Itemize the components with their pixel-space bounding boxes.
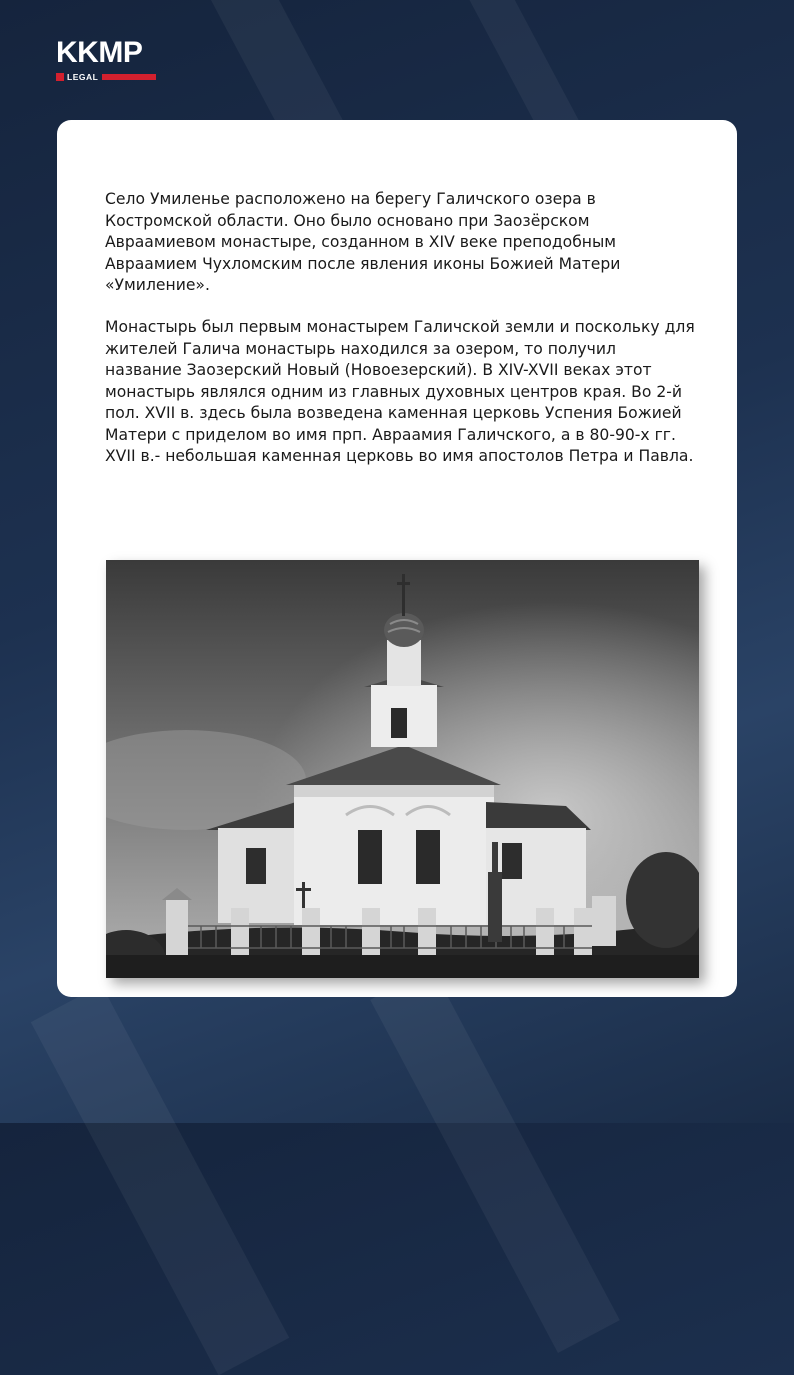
content-card (57, 120, 737, 997)
church-photo-illustration (106, 560, 699, 978)
background-streak (31, 985, 289, 1375)
kkmp-logo (56, 38, 156, 84)
background-streak (370, 967, 620, 1353)
paragraph-intro: Село Умиленье расположено на берегу Галичского озера в Костромской области. Оно было основано при Заозёрском Авраамиевом монастыре, созданном в XIV веке преподобным Авраамием Чухломским после явления иконы Божией Матери «Умиление». (105, 190, 621, 294)
logo-red-square (56, 73, 64, 81)
paragraph-history: Монастырь был первым монастырем Галичской земли и поскольку для жителей Галича монастырь находился за озером, то получил название Заозерский Новый (Новоезерский). В XIV-XVII веках этот монастырь являлся одним из главных духовных центров края. Во 2-й пол. XVII в. здесь была возведена каменная церковь Успения Божией Матери с приделом во имя прп. Авраамия Галичского, а в 80-90-х гг. XVII в.- небольшая каменная церковь во имя апостолов Петра и Павла. (105, 318, 695, 465)
church-photo (106, 560, 699, 978)
logo-wordmark: KKMP (56, 36, 143, 69)
logo-red-bar (102, 74, 156, 80)
logo-subtitle: LEGAL (67, 72, 99, 82)
